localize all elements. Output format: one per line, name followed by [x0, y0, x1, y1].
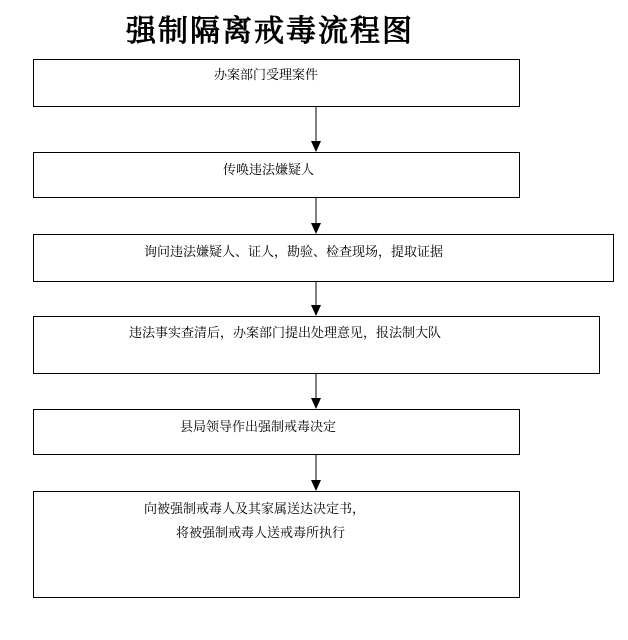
step-3-box [33, 234, 614, 282]
arrow-5-icon [310, 455, 322, 491]
step-4-box [33, 316, 600, 374]
step-2-box [33, 152, 520, 198]
step-1-box [33, 59, 520, 107]
step-6-label-line-1: 向被强制戒毒人及其家属送达决定书， [144, 502, 366, 517]
page-title: 强制隔离戒毒流程图 [126, 14, 414, 49]
arrow-4-icon [310, 374, 322, 409]
step-4-label: 违法事实查清后，办案部门提出处理意见，报法制大队 [129, 326, 442, 341]
arrow-1-icon [310, 107, 322, 152]
step-1-label: 办案部门受理案件 [214, 68, 319, 83]
step-5-label: 县局领导作出强制戒毒决定 [180, 420, 337, 435]
step-2-label: 传唤违法嫌疑人 [223, 163, 315, 178]
step-6-box [33, 491, 520, 598]
step-6-label-line-2: 将被强制戒毒人送戒毒所执行 [176, 526, 346, 541]
arrow-2-icon [310, 198, 322, 234]
arrow-3-icon [310, 282, 322, 316]
step-5-box [33, 409, 520, 455]
step-3-label: 询问违法嫌疑人、证人，勘验、检查现场，提取证据 [144, 245, 444, 260]
